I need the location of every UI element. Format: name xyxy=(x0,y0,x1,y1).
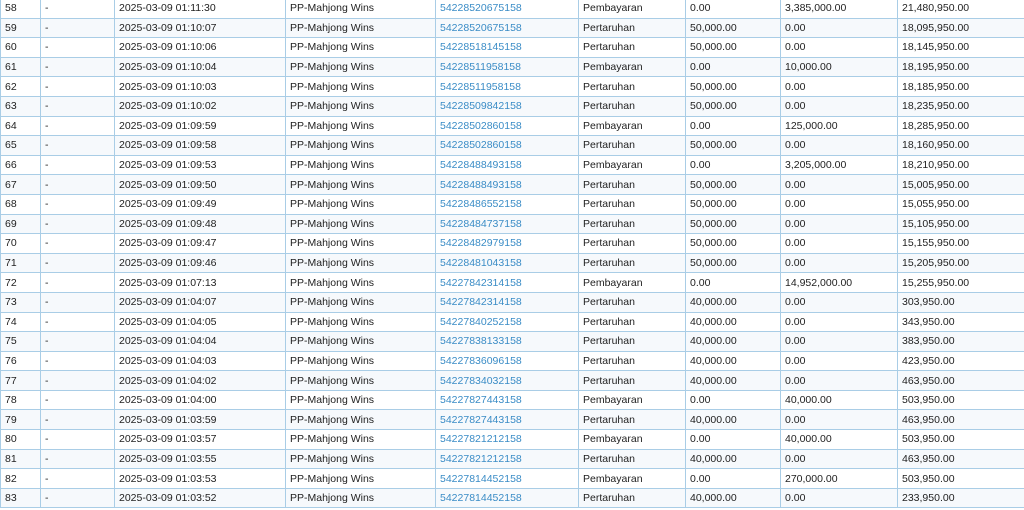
placeholder-cell: - xyxy=(41,116,115,136)
transaction-type-cell: Pembayaran xyxy=(579,57,686,77)
timestamp-cell: 2025-03-09 01:03:57 xyxy=(115,430,286,450)
timestamp-cell: 2025-03-09 01:03:55 xyxy=(115,449,286,469)
payout-amount-cell: 0.00 xyxy=(781,332,898,352)
payout-amount-cell: 3,205,000.00 xyxy=(781,155,898,175)
balance-cell: 463,950.00 xyxy=(898,371,1024,391)
balance-cell: 343,950.00 xyxy=(898,312,1024,332)
table-row xyxy=(1,136,1024,156)
transaction-id-link[interactable]: 54228520675158 xyxy=(440,21,522,34)
transaction-id-link[interactable]: 54228520675158 xyxy=(440,2,522,15)
balance-cell: 503,950.00 xyxy=(898,469,1024,489)
placeholder-cell: - xyxy=(41,253,115,273)
payout-amount-cell: 0.00 xyxy=(781,175,898,195)
transaction-id-cell xyxy=(436,253,579,273)
payout-amount-cell: 270,000.00 xyxy=(781,469,898,489)
balance-cell: 503,950.00 xyxy=(898,430,1024,450)
transaction-id-cell xyxy=(436,390,579,410)
transaction-type-cell: Pembayaran xyxy=(579,469,686,489)
timestamp-cell: 2025-03-09 01:03:53 xyxy=(115,469,286,489)
bet-amount-cell: 50,000.00 xyxy=(686,77,781,97)
timestamp-cell: 2025-03-09 01:09:46 xyxy=(115,253,286,273)
bet-amount-cell: 40,000.00 xyxy=(686,449,781,469)
row-number-cell: 66 xyxy=(1,155,41,175)
table-row xyxy=(1,155,1024,175)
transaction-type-cell: Pembayaran xyxy=(579,0,686,18)
transaction-id-cell xyxy=(436,38,579,58)
transaction-type-cell: Pertaruhan xyxy=(579,175,686,195)
balance-cell: 463,950.00 xyxy=(898,410,1024,430)
row-number-cell: 80 xyxy=(1,430,41,450)
timestamp-cell: 2025-03-09 01:04:03 xyxy=(115,351,286,371)
transaction-id-cell xyxy=(436,410,579,430)
balance-cell: 18,185,950.00 xyxy=(898,77,1024,97)
balance-cell: 233,950.00 xyxy=(898,488,1024,508)
table-row xyxy=(1,253,1024,273)
row-number-cell: 73 xyxy=(1,292,41,312)
bet-amount-cell: 40,000.00 xyxy=(686,332,781,352)
balance-cell: 383,950.00 xyxy=(898,332,1024,352)
placeholder-cell: - xyxy=(41,312,115,332)
balance-cell: 18,195,950.00 xyxy=(898,57,1024,77)
transaction-type-cell: Pertaruhan xyxy=(579,410,686,430)
bet-amount-cell: 0.00 xyxy=(686,57,781,77)
game-name-cell: PP-Mahjong Wins xyxy=(286,312,436,332)
transaction-id-cell xyxy=(436,430,579,450)
row-number-cell: 61 xyxy=(1,57,41,77)
transaction-id-cell xyxy=(436,312,579,332)
table-row xyxy=(1,214,1024,234)
payout-amount-cell: 40,000.00 xyxy=(781,390,898,410)
transaction-id-cell xyxy=(436,194,579,214)
table-row xyxy=(1,194,1024,214)
game-name-cell: PP-Mahjong Wins xyxy=(286,332,436,352)
timestamp-cell: 2025-03-09 01:10:04 xyxy=(115,57,286,77)
table-row xyxy=(1,469,1024,489)
balance-cell: 18,145,950.00 xyxy=(898,38,1024,58)
game-name-cell: PP-Mahjong Wins xyxy=(286,214,436,234)
transaction-id-link[interactable]: 54227842314158 xyxy=(440,276,522,289)
payout-amount-cell: 10,000.00 xyxy=(781,57,898,77)
balance-cell: 15,105,950.00 xyxy=(898,214,1024,234)
payout-amount-cell: 0.00 xyxy=(781,234,898,254)
payout-amount-cell: 0.00 xyxy=(781,488,898,508)
transaction-type-cell: Pertaruhan xyxy=(579,351,686,371)
table-row xyxy=(1,175,1024,195)
transaction-id-link[interactable]: 54228518145158 xyxy=(440,41,522,54)
balance-cell: 303,950.00 xyxy=(898,292,1024,312)
game-name-cell: PP-Mahjong Wins xyxy=(286,155,436,175)
transaction-type-cell: Pembayaran xyxy=(579,430,686,450)
transaction-id-cell xyxy=(436,155,579,175)
timestamp-cell: 2025-03-09 01:10:06 xyxy=(115,38,286,58)
placeholder-cell: - xyxy=(41,194,115,214)
game-name-cell: PP-Mahjong Wins xyxy=(286,371,436,391)
game-name-cell: PP-Mahjong Wins xyxy=(286,410,436,430)
transaction-id-cell xyxy=(436,234,579,254)
payout-amount-cell: 0.00 xyxy=(781,410,898,430)
transaction-type-cell: Pertaruhan xyxy=(579,449,686,469)
bet-amount-cell: 50,000.00 xyxy=(686,194,781,214)
row-number-cell: 81 xyxy=(1,449,41,469)
timestamp-cell: 2025-03-09 01:03:59 xyxy=(115,410,286,430)
table-row xyxy=(1,18,1024,38)
transaction-id-link[interactable]: 54228511958158 xyxy=(440,80,521,93)
bet-amount-cell: 40,000.00 xyxy=(686,351,781,371)
game-name-cell: PP-Mahjong Wins xyxy=(286,390,436,410)
row-number-cell: 71 xyxy=(1,253,41,273)
payout-amount-cell: 0.00 xyxy=(781,18,898,38)
transaction-type-cell: Pertaruhan xyxy=(579,292,686,312)
transaction-id-cell xyxy=(436,469,579,489)
bet-amount-cell: 40,000.00 xyxy=(686,312,781,332)
game-name-cell: PP-Mahjong Wins xyxy=(286,273,436,293)
transaction-type-cell: Pertaruhan xyxy=(579,234,686,254)
placeholder-cell: - xyxy=(41,371,115,391)
transaction-type-cell: Pembayaran xyxy=(579,273,686,293)
placeholder-cell: - xyxy=(41,136,115,156)
balance-cell: 15,205,950.00 xyxy=(898,253,1024,273)
balance-cell: 15,155,950.00 xyxy=(898,234,1024,254)
timestamp-cell: 2025-03-09 01:09:49 xyxy=(115,194,286,214)
placeholder-cell: - xyxy=(41,410,115,430)
transaction-id-link[interactable]: 54227814452158 xyxy=(440,492,522,505)
transaction-type-cell: Pertaruhan xyxy=(579,136,686,156)
table-row xyxy=(1,38,1024,58)
balance-cell: 18,160,950.00 xyxy=(898,136,1024,156)
game-name-cell: PP-Mahjong Wins xyxy=(286,253,436,273)
balance-cell: 18,285,950.00 xyxy=(898,116,1024,136)
game-name-cell: PP-Mahjong Wins xyxy=(286,57,436,77)
bet-amount-cell: 0.00 xyxy=(686,116,781,136)
timestamp-cell: 2025-03-09 01:04:04 xyxy=(115,332,286,352)
bet-amount-cell: 50,000.00 xyxy=(686,253,781,273)
game-name-cell: PP-Mahjong Wins xyxy=(286,469,436,489)
row-number-cell: 58 xyxy=(1,0,41,18)
bet-amount-cell: 0.00 xyxy=(686,0,781,18)
transaction-id-link[interactable]: 54227821212158 xyxy=(440,433,522,446)
bet-amount-cell: 0.00 xyxy=(686,390,781,410)
game-name-cell: PP-Mahjong Wins xyxy=(286,292,436,312)
timestamp-cell: 2025-03-09 01:04:07 xyxy=(115,292,286,312)
balance-cell: 18,095,950.00 xyxy=(898,18,1024,38)
placeholder-cell: - xyxy=(41,449,115,469)
table-row xyxy=(1,96,1024,116)
bet-amount-cell: 40,000.00 xyxy=(686,410,781,430)
timestamp-cell: 2025-03-09 01:09:48 xyxy=(115,214,286,234)
row-number-cell: 76 xyxy=(1,351,41,371)
timestamp-cell: 2025-03-09 01:10:07 xyxy=(115,18,286,38)
transaction-id-cell xyxy=(436,77,579,97)
bet-amount-cell: 40,000.00 xyxy=(686,371,781,391)
transaction-type-cell: Pertaruhan xyxy=(579,332,686,352)
bet-amount-cell: 50,000.00 xyxy=(686,234,781,254)
placeholder-cell: - xyxy=(41,57,115,77)
bet-amount-cell: 50,000.00 xyxy=(686,175,781,195)
transaction-id-link[interactable]: 54228502860158 xyxy=(440,119,522,132)
timestamp-cell: 2025-03-09 01:07:13 xyxy=(115,273,286,293)
timestamp-cell: 2025-03-09 01:09:50 xyxy=(115,175,286,195)
payout-amount-cell: 0.00 xyxy=(781,312,898,332)
table-row xyxy=(1,410,1024,430)
table-row xyxy=(1,292,1024,312)
game-name-cell: PP-Mahjong Wins xyxy=(286,96,436,116)
placeholder-cell: - xyxy=(41,234,115,254)
balance-cell: 423,950.00 xyxy=(898,351,1024,371)
table-row xyxy=(1,390,1024,410)
placeholder-cell: - xyxy=(41,77,115,97)
timestamp-cell: 2025-03-09 01:09:47 xyxy=(115,234,286,254)
table-row xyxy=(1,351,1024,371)
placeholder-cell: - xyxy=(41,96,115,116)
transaction-type-cell: Pertaruhan xyxy=(579,194,686,214)
game-name-cell: PP-Mahjong Wins xyxy=(286,77,436,97)
placeholder-cell: - xyxy=(41,292,115,312)
game-name-cell: PP-Mahjong Wins xyxy=(286,18,436,38)
transaction-id-link[interactable]: 54228509842158 xyxy=(440,100,522,113)
balance-cell: 463,950.00 xyxy=(898,449,1024,469)
transaction-id-cell xyxy=(436,57,579,77)
balance-cell: 503,950.00 xyxy=(898,390,1024,410)
placeholder-cell: - xyxy=(41,273,115,293)
table-row xyxy=(1,57,1024,77)
row-number-cell: 78 xyxy=(1,390,41,410)
payout-amount-cell: 0.00 xyxy=(781,96,898,116)
table-row xyxy=(1,430,1024,450)
game-name-cell: PP-Mahjong Wins xyxy=(286,430,436,450)
game-name-cell: PP-Mahjong Wins xyxy=(286,234,436,254)
payout-amount-cell: 125,000.00 xyxy=(781,116,898,136)
transaction-id-cell xyxy=(436,175,579,195)
transaction-type-cell: Pertaruhan xyxy=(579,96,686,116)
payout-amount-cell: 0.00 xyxy=(781,351,898,371)
placeholder-cell: - xyxy=(41,0,115,18)
transaction-id-link[interactable]: 54227827443158 xyxy=(440,394,522,407)
bet-amount-cell: 50,000.00 xyxy=(686,214,781,234)
transaction-id-cell xyxy=(436,488,579,508)
payout-amount-cell: 0.00 xyxy=(781,292,898,312)
placeholder-cell: - xyxy=(41,38,115,58)
row-number-cell: 75 xyxy=(1,332,41,352)
game-name-cell: PP-Mahjong Wins xyxy=(286,351,436,371)
row-number-cell: 68 xyxy=(1,194,41,214)
transaction-id-link[interactable]: 54228484737158 xyxy=(440,217,522,230)
transaction-type-cell: Pertaruhan xyxy=(579,371,686,391)
transaction-type-cell: Pertaruhan xyxy=(579,214,686,234)
timestamp-cell: 2025-03-09 01:09:59 xyxy=(115,116,286,136)
timestamp-cell: 2025-03-09 01:09:58 xyxy=(115,136,286,156)
transaction-table-body xyxy=(1,0,1024,508)
payout-amount-cell: 0.00 xyxy=(781,194,898,214)
transaction-id-link[interactable]: 54227840252158 xyxy=(440,315,522,328)
row-number-cell: 60 xyxy=(1,38,41,58)
row-number-cell: 63 xyxy=(1,96,41,116)
transaction-type-cell: Pertaruhan xyxy=(579,38,686,58)
bet-amount-cell: 50,000.00 xyxy=(686,96,781,116)
bet-amount-cell: 40,000.00 xyxy=(686,488,781,508)
game-name-cell: PP-Mahjong Wins xyxy=(286,488,436,508)
transaction-id-cell xyxy=(436,449,579,469)
row-number-cell: 72 xyxy=(1,273,41,293)
timestamp-cell: 2025-03-09 01:10:02 xyxy=(115,96,286,116)
transaction-id-cell xyxy=(436,214,579,234)
row-number-cell: 83 xyxy=(1,488,41,508)
transaction-type-cell: Pertaruhan xyxy=(579,312,686,332)
table-row xyxy=(1,449,1024,469)
transaction-id-link[interactable]: 54227838133158 xyxy=(440,335,522,348)
table-row xyxy=(1,0,1024,18)
transaction-id-link[interactable]: 54227834032158 xyxy=(440,374,522,387)
transaction-id-link[interactable]: 54228502860158 xyxy=(440,139,522,152)
table-row xyxy=(1,116,1024,136)
game-name-cell: PP-Mahjong Wins xyxy=(286,0,436,18)
transaction-type-cell: Pertaruhan xyxy=(579,77,686,97)
transaction-id-link[interactable]: 54228481043158 xyxy=(440,257,522,270)
timestamp-cell: 2025-03-09 01:10:03 xyxy=(115,77,286,97)
placeholder-cell: - xyxy=(41,351,115,371)
row-number-cell: 82 xyxy=(1,469,41,489)
balance-cell: 15,255,950.00 xyxy=(898,273,1024,293)
row-number-cell: 74 xyxy=(1,312,41,332)
transaction-id-link[interactable]: 54227814452158 xyxy=(440,472,522,485)
transaction-id-link[interactable]: 54228486552158 xyxy=(440,198,522,211)
payout-amount-cell: 0.00 xyxy=(781,136,898,156)
transaction-id-link[interactable]: 54227836096158 xyxy=(440,354,522,367)
bet-amount-cell: 0.00 xyxy=(686,469,781,489)
payout-amount-cell: 0.00 xyxy=(781,371,898,391)
balance-cell: 21,480,950.00 xyxy=(898,0,1024,18)
transaction-id-link[interactable]: 54228488493158 xyxy=(440,178,522,191)
transaction-id-cell xyxy=(436,273,579,293)
placeholder-cell: - xyxy=(41,18,115,38)
transaction-id-link[interactable]: 54228488493158 xyxy=(440,159,522,172)
game-name-cell: PP-Mahjong Wins xyxy=(286,116,436,136)
transaction-id-cell xyxy=(436,116,579,136)
timestamp-cell: 2025-03-09 01:11:30 xyxy=(115,0,286,18)
transaction-id-link[interactable]: 54227821212158 xyxy=(440,452,522,465)
bet-amount-cell: 0.00 xyxy=(686,430,781,450)
table-row xyxy=(1,488,1024,508)
transaction-id-cell xyxy=(436,292,579,312)
payout-amount-cell: 0.00 xyxy=(781,77,898,97)
payout-amount-cell: 40,000.00 xyxy=(781,430,898,450)
placeholder-cell: - xyxy=(41,488,115,508)
row-number-cell: 77 xyxy=(1,371,41,391)
transaction-type-cell: Pertaruhan xyxy=(579,253,686,273)
game-name-cell: PP-Mahjong Wins xyxy=(286,194,436,214)
payout-amount-cell: 0.00 xyxy=(781,38,898,58)
timestamp-cell: 2025-03-09 01:03:52 xyxy=(115,488,286,508)
placeholder-cell: - xyxy=(41,469,115,489)
bet-amount-cell: 50,000.00 xyxy=(686,38,781,58)
payout-amount-cell: 3,385,000.00 xyxy=(781,0,898,18)
game-name-cell: PP-Mahjong Wins xyxy=(286,175,436,195)
bet-amount-cell: 40,000.00 xyxy=(686,292,781,312)
row-number-cell: 64 xyxy=(1,116,41,136)
transaction-type-cell: Pembayaran xyxy=(579,155,686,175)
row-number-cell: 70 xyxy=(1,234,41,254)
transaction-id-link[interactable]: 54227827443158 xyxy=(440,413,522,426)
transaction-id-cell xyxy=(436,18,579,38)
transaction-type-cell: Pembayaran xyxy=(579,390,686,410)
row-number-cell: 62 xyxy=(1,77,41,97)
game-name-cell: PP-Mahjong Wins xyxy=(286,449,436,469)
placeholder-cell: - xyxy=(41,175,115,195)
transaction-id-cell xyxy=(436,136,579,156)
transaction-id-cell xyxy=(436,96,579,116)
timestamp-cell: 2025-03-09 01:04:00 xyxy=(115,390,286,410)
table-row xyxy=(1,273,1024,293)
row-number-cell: 59 xyxy=(1,18,41,38)
transaction-type-cell: Pertaruhan xyxy=(579,18,686,38)
transaction-id-cell xyxy=(436,351,579,371)
balance-cell: 15,055,950.00 xyxy=(898,194,1024,214)
payout-amount-cell: 0.00 xyxy=(781,214,898,234)
payout-amount-cell: 0.00 xyxy=(781,253,898,273)
payout-amount-cell: 14,952,000.00 xyxy=(781,273,898,293)
transaction-type-cell: Pertaruhan xyxy=(579,488,686,508)
transaction-type-cell: Pembayaran xyxy=(579,116,686,136)
balance-cell: 15,005,950.00 xyxy=(898,175,1024,195)
bet-amount-cell: 0.00 xyxy=(686,273,781,293)
timestamp-cell: 2025-03-09 01:04:02 xyxy=(115,371,286,391)
bet-amount-cell: 50,000.00 xyxy=(686,18,781,38)
table-row xyxy=(1,234,1024,254)
payout-amount-cell: 0.00 xyxy=(781,449,898,469)
table-row xyxy=(1,371,1024,391)
placeholder-cell: - xyxy=(41,155,115,175)
balance-cell: 18,235,950.00 xyxy=(898,96,1024,116)
game-name-cell: PP-Mahjong Wins xyxy=(286,136,436,156)
timestamp-cell: 2025-03-09 01:04:05 xyxy=(115,312,286,332)
bet-amount-cell: 0.00 xyxy=(686,155,781,175)
table-row xyxy=(1,77,1024,97)
placeholder-cell: - xyxy=(41,390,115,410)
row-number-cell: 79 xyxy=(1,410,41,430)
placeholder-cell: - xyxy=(41,214,115,234)
row-number-cell: 69 xyxy=(1,214,41,234)
timestamp-cell: 2025-03-09 01:09:53 xyxy=(115,155,286,175)
transaction-id-link[interactable]: 54228511958158 xyxy=(440,61,521,74)
table-row xyxy=(1,312,1024,332)
placeholder-cell: - xyxy=(41,430,115,450)
transaction-id-link[interactable]: 54227842314158 xyxy=(440,296,522,309)
table-row xyxy=(1,332,1024,352)
transaction-id-link[interactable]: 54228482979158 xyxy=(440,237,522,250)
placeholder-cell: - xyxy=(41,332,115,352)
transaction-id-cell xyxy=(436,371,579,391)
transaction-id-cell xyxy=(436,0,579,18)
row-number-cell: 67 xyxy=(1,175,41,195)
bet-amount-cell: 50,000.00 xyxy=(686,136,781,156)
row-number-cell: 65 xyxy=(1,136,41,156)
transaction-id-cell xyxy=(436,332,579,352)
game-name-cell: PP-Mahjong Wins xyxy=(286,38,436,58)
balance-cell: 18,210,950.00 xyxy=(898,155,1024,175)
